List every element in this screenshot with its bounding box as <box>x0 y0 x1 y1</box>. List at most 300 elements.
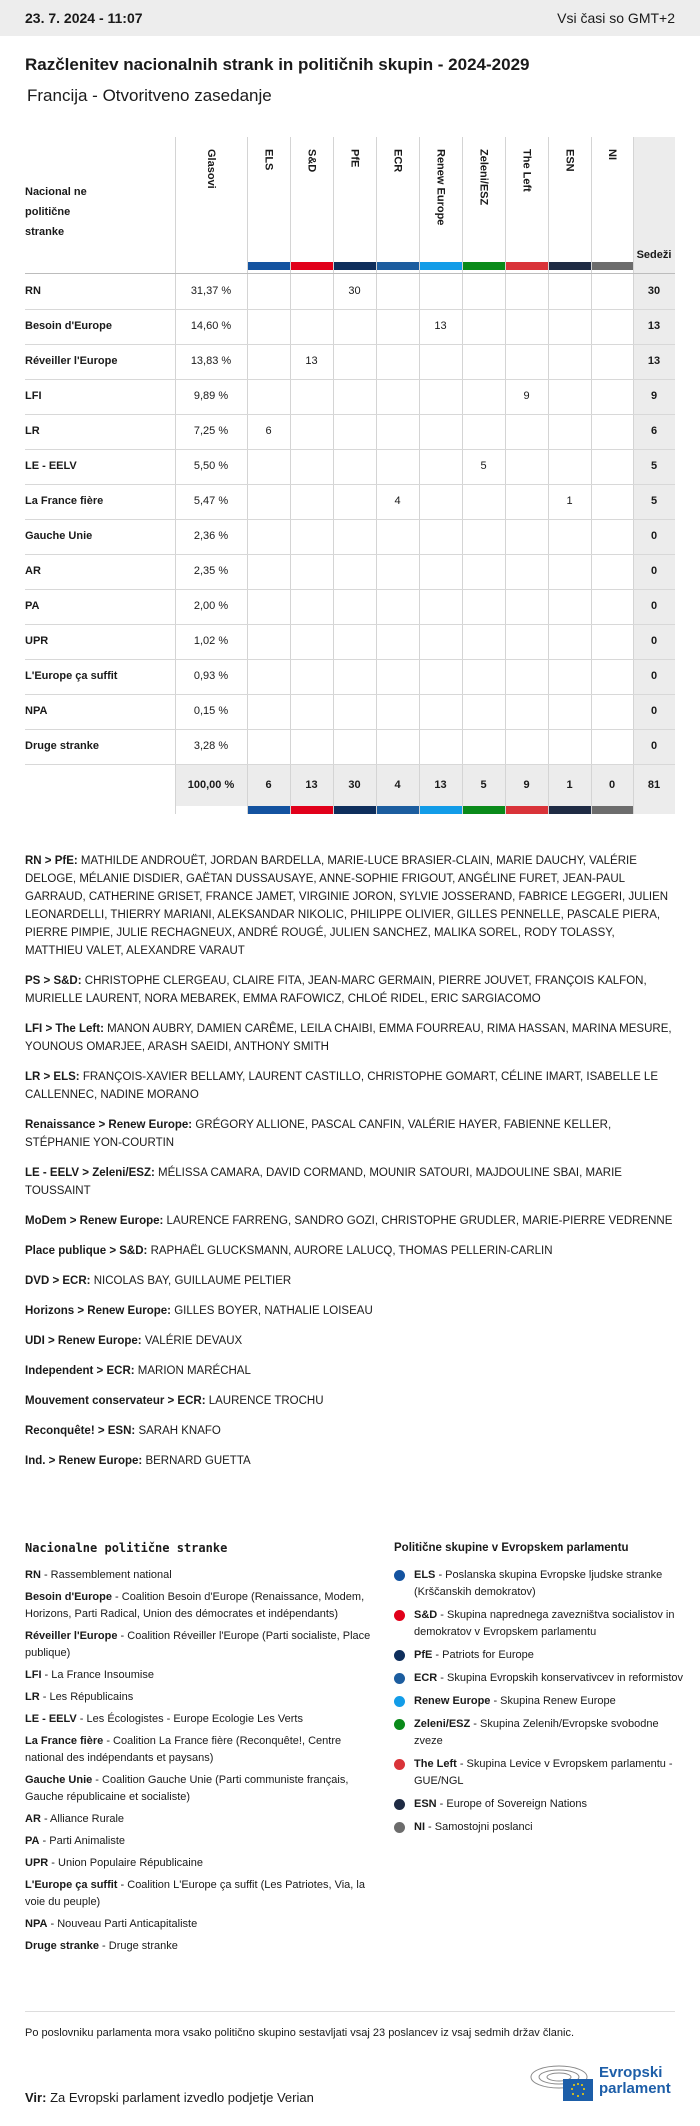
seat-cell <box>548 589 591 624</box>
seat-cell <box>333 659 376 694</box>
total-group-seats: 5 <box>480 779 487 791</box>
group-header-label: ELS <box>262 149 275 171</box>
group-color-bar <box>248 262 290 270</box>
group-color-bar <box>420 806 462 814</box>
seat-cell <box>333 379 376 414</box>
member-list-label: Place publique > S&D: <box>25 1245 151 1257</box>
group-abbr: The Left <box>414 1758 457 1770</box>
group-header-label: S&D <box>305 149 318 173</box>
party-full-name: - Union Populaire Républicaine <box>48 1857 203 1869</box>
group-color-dot <box>394 1610 405 1621</box>
seat-cell <box>505 694 548 729</box>
seat-cell <box>419 449 462 484</box>
party-full-name: - Rassemblement national <box>40 1569 172 1581</box>
group-color-dot <box>394 1759 405 1770</box>
group-color-bar <box>377 262 419 270</box>
seat-total: 5 <box>650 495 658 507</box>
seat-cell <box>376 589 419 624</box>
party-name: Réveiller l'Europe <box>25 355 118 367</box>
votes-header-label: Glasovi <box>205 149 217 189</box>
party-legend-item <box>25 1833 375 1850</box>
group-header <box>462 137 505 274</box>
member-list-entry <box>25 1272 675 1290</box>
member-names: SARAH KNAFO <box>138 1425 221 1437</box>
seat-cell <box>247 554 290 589</box>
seat-cell <box>247 344 290 379</box>
party-name: LR <box>25 425 40 437</box>
group-header <box>548 137 591 274</box>
seat-cell <box>376 729 419 764</box>
group-abbr: ESN <box>414 1798 437 1810</box>
table-row <box>25 414 675 450</box>
member-list-entry <box>25 852 675 960</box>
member-names: FRANÇOIS-XAVIER BELLAMY, LAURENT CASTILLO, CHRISTOPHE GOMART, CÉLINE IMART, ISABELLE LE CALLENNEC, NADINE MORANO <box>25 1071 658 1101</box>
seat-cell <box>376 449 419 484</box>
seat-cell <box>247 519 290 554</box>
total-group-seats: 0 <box>608 779 616 791</box>
member-list-label: Mouvement conservateur > ECR: <box>25 1395 209 1407</box>
group-abbr: Renew Europe <box>414 1695 491 1707</box>
party-abbr: LR <box>25 1691 40 1703</box>
member-list-entry <box>25 1332 675 1350</box>
group-color-bar <box>248 806 290 814</box>
seat-cell <box>376 274 419 309</box>
results-table <box>25 137 675 814</box>
seat-cell <box>548 554 591 589</box>
vote-share: 9,89 % <box>193 390 229 402</box>
party-name: AR <box>25 565 41 577</box>
seat-cell <box>505 309 548 344</box>
seat-cell <box>333 624 376 659</box>
seat-cell <box>591 449 633 484</box>
timezone-note: Vsi časi so GMT+2 <box>557 10 675 26</box>
member-list-label: DVD > ECR: <box>25 1275 94 1287</box>
seat-cell <box>462 624 505 659</box>
total-group-seats: 9 <box>523 779 530 791</box>
group-abbr: PfE <box>414 1649 433 1661</box>
seat-cell <box>462 694 505 729</box>
member-list-label: Ind. > Renew Europe: <box>25 1455 146 1467</box>
seat-cell <box>505 659 548 694</box>
group-color-bar <box>420 262 462 270</box>
seat-cell <box>247 484 290 519</box>
seat-cell <box>505 274 548 309</box>
seat-cell <box>419 379 462 414</box>
member-list-entry <box>25 1362 675 1380</box>
group-color-bar <box>549 262 591 270</box>
party-abbr: AR <box>25 1813 41 1825</box>
vote-share: 1,02 % <box>193 635 229 647</box>
seat-cell <box>247 659 290 694</box>
party-name: UPR <box>25 635 49 647</box>
group-legend-item <box>394 1567 684 1601</box>
seat-cell <box>290 414 333 449</box>
table-row <box>25 694 675 730</box>
seat-cell <box>247 449 290 484</box>
seat-cell <box>548 519 591 554</box>
seat-cell <box>247 694 290 729</box>
seat-cell <box>548 624 591 659</box>
seat-cell <box>419 694 462 729</box>
seat-cell <box>505 344 548 379</box>
seat-cell <box>419 554 462 589</box>
member-names: GILLES BOYER, NATHALIE LOISEAU <box>174 1305 373 1317</box>
seat-cell <box>505 484 548 519</box>
group-header-label: ESN <box>563 149 576 172</box>
seat-cell <box>290 519 333 554</box>
group-full-name: - Patriots for Europe <box>432 1649 534 1661</box>
vote-share: 13,83 % <box>190 355 232 367</box>
seat-cell <box>247 274 290 309</box>
seat-cell: 30 <box>348 285 361 297</box>
seat-cell <box>462 309 505 344</box>
group-color-bar <box>506 262 548 270</box>
footnote: Po poslovniku parlamenta mora vsako politično skupino sestavljati vsaj 23 poslancev iz vsaj sedmih držav članic. <box>25 2011 675 2039</box>
vote-share: 0,93 % <box>193 670 229 682</box>
seat-cell <box>333 344 376 379</box>
seat-cell <box>462 589 505 624</box>
seat-cell <box>462 554 505 589</box>
source-line <box>25 2090 314 2105</box>
party-column-header: Nacional ne politične stranke <box>25 186 87 238</box>
member-list-label: MoDem > Renew Europe: <box>25 1215 167 1227</box>
party-legend-item <box>25 1772 375 1806</box>
group-color-dot <box>394 1570 405 1581</box>
group-header <box>505 137 548 274</box>
party-full-name: - Parti Animaliste <box>39 1835 126 1847</box>
vote-share: 2,00 % <box>193 600 229 612</box>
vote-share: 7,25 % <box>193 425 229 437</box>
seat-cell: 4 <box>394 495 401 507</box>
party-full-name: - Coalition Réveiller l'Europe (Parti socialiste, Place publique) <box>25 1630 371 1659</box>
table-row <box>25 519 675 555</box>
group-color-dot <box>394 1719 405 1730</box>
seat-cell <box>376 309 419 344</box>
party-abbr: RN <box>25 1569 41 1581</box>
seat-cell <box>591 624 633 659</box>
party-legend-item <box>25 1711 375 1728</box>
party-abbr: La France fière <box>25 1735 104 1747</box>
vote-share: 2,36 % <box>193 530 229 542</box>
party-full-name: - Alliance Rurale <box>40 1813 125 1825</box>
party-abbr: LFI <box>25 1669 42 1681</box>
group-color-bar <box>334 262 376 270</box>
party-legend-item <box>25 1938 375 1955</box>
seat-total: 5 <box>650 460 658 472</box>
member-names: MATHILDE ANDROUËT, JORDAN BARDELLA, MARIE-LUCE BRASIER-CLAIN, MARIE DAUCHY, VALÉRIE DELOGE, MÉLANIE DISDIER, GAËTAN DUSSAUSAYE, ANNE-SOPHIE FRIGOUT, ANGÉLINE FURET, JEAN-PAUL GARRAUD, CATHERINE GRISET, FRANCE JAMET, VIRGINIE JORON, SYLVIE JOSSERAND, FABRICE LEGGERI, JULIEN LEONARDELLI, THIERRY MARIANI, ALEKSANDAR NIKOLIC, PHILIPPE OLIVIER, GILLES PENNELLE, PASCALE PIERA, PIERRE PIMPIE, JULIE RECHAGNEUX, ANDRÉ ROUGÉ, JULIEN SANCHEZ, MALIKA SOREL, RODY TOLASSY, MATTHIEU VALET, ALEXANDRE VARAUT <box>25 855 669 957</box>
group-legend-item <box>394 1607 684 1641</box>
seat-cell <box>591 554 633 589</box>
seat-cell <box>462 414 505 449</box>
seat-cell <box>333 484 376 519</box>
seat-cell <box>548 309 591 344</box>
vote-share: 31,37 % <box>190 285 232 297</box>
seat-cell <box>548 449 591 484</box>
party-name: Gauche Unie <box>25 530 93 542</box>
seat-cell: 5 <box>480 460 487 472</box>
seat-cell <box>591 379 633 414</box>
group-legend-item <box>394 1796 684 1813</box>
party-abbr: Réveiller l'Europe <box>25 1630 118 1642</box>
table-row <box>25 659 675 695</box>
seat-total: 13 <box>647 320 661 332</box>
group-color-bar <box>291 806 333 814</box>
seat-cell <box>591 659 633 694</box>
seat-cell <box>290 729 333 764</box>
seat-cell <box>591 519 633 554</box>
group-color-bar <box>506 806 548 814</box>
party-name: Besoin d'Europe <box>25 320 112 332</box>
party-legend-item <box>25 1628 375 1662</box>
total-seats: 81 <box>647 779 661 791</box>
group-color-dot <box>394 1822 405 1833</box>
party-full-name: - Les Républicains <box>39 1691 134 1703</box>
seat-total: 13 <box>647 355 661 367</box>
party-abbr: NPA <box>25 1918 48 1930</box>
seat-total: 0 <box>650 740 658 752</box>
group-full-name: - Skupina Zelenih/Evropske svobodne zveze <box>414 1718 659 1747</box>
seat-cell <box>290 449 333 484</box>
totals-row <box>25 764 675 806</box>
seat-cell <box>419 729 462 764</box>
member-list-entry <box>25 1242 675 1260</box>
group-header-label: Zeleni/ESZ <box>477 149 490 206</box>
seat-cell <box>505 624 548 659</box>
party-full-name: - Coalition La France fière (Reconquête!, Centre national des indépendants et paysans) <box>25 1735 342 1764</box>
seat-cell <box>376 414 419 449</box>
party-legend-item <box>25 1689 375 1706</box>
logo-line2: parlament <box>599 2080 671 2097</box>
total-group-seats: 4 <box>394 779 401 791</box>
party-name: NPA <box>25 705 48 717</box>
seat-cell <box>376 379 419 414</box>
party-full-name: - Coalition L'Europe ça suffit (Les Patriotes, Via, la voie du peuple) <box>25 1879 365 1908</box>
seat-total: 0 <box>650 600 658 612</box>
seat-cell <box>548 274 591 309</box>
group-legend-item <box>394 1693 684 1710</box>
member-list-entry <box>25 972 675 1008</box>
member-names: LAURENCE FARRENG, SANDRO GOZI, CHRISTOPHE GRUDLER, MARIE-PIERRE VEDRENNE <box>166 1215 673 1227</box>
seat-cell: 9 <box>523 390 530 402</box>
seat-cell <box>419 414 462 449</box>
seat-cell <box>247 729 290 764</box>
seat-cell <box>290 484 333 519</box>
seat-cell <box>591 344 633 379</box>
votes-header <box>175 137 247 274</box>
seat-cell <box>333 519 376 554</box>
seat-cell <box>505 729 548 764</box>
group-header-label: NI <box>606 149 618 160</box>
party-abbr: Besoin d'Europe <box>25 1591 112 1603</box>
seat-cell <box>462 729 505 764</box>
group-full-name: - Skupina Evropskih konservativcev in reformistov <box>437 1672 683 1684</box>
seat-cell: 13 <box>305 355 318 367</box>
group-abbr: Zeleni/ESZ <box>414 1718 471 1730</box>
group-header-label: The Left <box>520 149 533 192</box>
member-list-entry <box>25 1164 675 1200</box>
party-legend-item <box>25 1567 375 1584</box>
seat-cell <box>290 694 333 729</box>
group-color-bar <box>463 806 505 814</box>
seat-cell <box>419 519 462 554</box>
seat-cell <box>376 659 419 694</box>
seat-cell <box>462 659 505 694</box>
seat-cell <box>376 694 419 729</box>
party-full-name: - Les Écologistes - Europe Ecologie Les Verts <box>76 1713 303 1725</box>
seat-cell <box>591 589 633 624</box>
total-votes: 100,00 % <box>187 779 235 791</box>
ep-logo <box>529 2063 671 2103</box>
group-color-dot <box>394 1673 405 1684</box>
seat-cell <box>376 344 419 379</box>
table-row <box>25 274 675 310</box>
member-list-label: Independent > ECR: <box>25 1365 138 1377</box>
seat-total: 0 <box>650 565 658 577</box>
member-names: VALÉRIE DEVAUX <box>144 1335 243 1347</box>
seat-cell <box>548 414 591 449</box>
seat-cell <box>376 519 419 554</box>
vote-share: 2,35 % <box>193 565 229 577</box>
seat-cell <box>462 379 505 414</box>
group-abbr: NI <box>414 1821 425 1833</box>
total-group-seats: 13 <box>434 779 447 791</box>
member-names: CHRISTOPHE CLERGEAU, CLAIRE FITA, JEAN-MARC GERMAIN, PIERRE JOUVET, FRANÇOIS KALFON, MURIELLE LAURENT, NORA MEBAREK, EMMA RAFOWICZ, CHLOÉ RIDEL, ERIC SARGIACOMO <box>25 975 647 1005</box>
vote-share: 5,50 % <box>193 460 229 472</box>
group-header-label: ECR <box>391 149 404 173</box>
member-names: LAURENCE TROCHU <box>208 1395 324 1407</box>
seat-total: 6 <box>650 425 658 437</box>
group-header <box>591 137 633 274</box>
group-header-label: Renew Europe <box>434 149 447 226</box>
seat-total: 0 <box>650 530 658 542</box>
party-legend-item <box>25 1855 375 1872</box>
table-row <box>25 309 675 345</box>
seat-cell <box>419 589 462 624</box>
member-list-label: PS > S&D: <box>25 975 85 987</box>
seat-cell <box>290 589 333 624</box>
vote-share: 14,60 % <box>190 320 232 332</box>
party-legend-item <box>25 1733 375 1767</box>
group-color-dot <box>394 1650 405 1661</box>
party-name: PA <box>25 600 40 612</box>
seat-cell <box>290 624 333 659</box>
member-names: MANON AUBRY, DAMIEN CARÊME, LEILA CHAIBI, EMMA FOURREAU, RIMA HASSAN, MARINA MESURE, YOUNOUS OMARJEE, ARASH SAEIDI, ANTHONY SMITH <box>25 1023 672 1053</box>
seat-total: 0 <box>650 635 658 647</box>
seat-cell <box>548 694 591 729</box>
group-abbr: S&D <box>414 1609 438 1621</box>
table-row <box>25 344 675 380</box>
table-row <box>25 554 675 590</box>
member-list-entry <box>25 1116 675 1152</box>
seat-cell <box>591 729 633 764</box>
group-abbr: ELS <box>414 1569 436 1581</box>
seat-cell <box>419 274 462 309</box>
party-name: RN <box>25 285 41 297</box>
party-abbr: PA <box>25 1835 40 1847</box>
group-header <box>290 137 333 274</box>
party-full-name: - Coalition Gauche Unie (Parti communiste français, Gauche républicaine et socialiste) <box>25 1774 349 1803</box>
party-name: La France fière <box>25 495 104 507</box>
member-names: NICOLAS BAY, GUILLAUME PELTIER <box>93 1275 292 1287</box>
party-legend <box>25 1540 375 1960</box>
party-abbr: LE - EELV <box>25 1713 77 1725</box>
table-row <box>25 624 675 660</box>
group-legend-title: Politične skupine v Evropskem parlamentu <box>394 1542 629 1554</box>
seat-cell <box>548 729 591 764</box>
party-abbr: Gauche Unie <box>25 1774 93 1786</box>
seat-cell <box>462 519 505 554</box>
seat-cell <box>505 589 548 624</box>
vote-share: 5,47 % <box>193 495 229 507</box>
party-full-name: - Coalition Besoin d'Europe (Renaissance, Modem, Horizons, Parti Radical, Union des démocrates et indépendants) <box>25 1591 365 1620</box>
member-lists <box>25 852 675 1482</box>
seat-total: 9 <box>650 390 658 402</box>
party-name: LFI <box>25 390 42 402</box>
group-color-bar <box>592 262 633 270</box>
party-legend-item <box>25 1916 375 1933</box>
group-full-name: - Poslanska skupina Evropske ljudske stranke (Krščanskih demokratov) <box>414 1569 663 1598</box>
party-name: LE - EELV <box>25 460 77 472</box>
seat-cell <box>419 344 462 379</box>
member-names: MARION MARÉCHAL <box>137 1365 251 1377</box>
party-full-name: - Druge stranke <box>98 1940 178 1952</box>
party-full-name: - La France Insoumise <box>41 1669 154 1681</box>
group-color-bar <box>463 262 505 270</box>
seat-cell <box>419 659 462 694</box>
seat-cell <box>333 414 376 449</box>
seat-cell <box>333 554 376 589</box>
seat-cell <box>462 274 505 309</box>
seat-cell <box>505 554 548 589</box>
member-list-entry <box>25 1452 675 1470</box>
vote-share: 0,15 % <box>193 705 229 717</box>
group-full-name: - Skupina Renew Europe <box>490 1695 616 1707</box>
timestamp: 23. 7. 2024 - 11:07 <box>25 10 143 26</box>
group-legend-item <box>394 1716 684 1750</box>
party-abbr: UPR <box>25 1857 49 1869</box>
seat-cell <box>462 484 505 519</box>
seat-cell <box>333 694 376 729</box>
seat-cell <box>290 379 333 414</box>
seat-total: 30 <box>647 285 661 297</box>
seat-cell <box>290 554 333 589</box>
seat-cell <box>548 344 591 379</box>
total-group-seats: 30 <box>348 779 361 791</box>
member-list-label: LE - EELV > Zeleni/ESZ: <box>25 1167 159 1179</box>
group-full-name: - Samostojni poslanci <box>425 1821 533 1833</box>
member-list-entry <box>25 1020 675 1056</box>
group-legend-item <box>394 1756 684 1790</box>
seats-header: Sedeži <box>636 249 672 261</box>
seat-cell <box>290 309 333 344</box>
party-abbr: L'Europe ça suffit <box>25 1879 118 1891</box>
seat-total: 0 <box>650 705 658 717</box>
member-list-label: Renaissance > Renew Europe: <box>25 1119 196 1131</box>
total-group-seats: 13 <box>305 779 318 791</box>
party-abbr: Druge stranke <box>25 1940 99 1952</box>
party-legend-item <box>25 1667 375 1684</box>
member-list-label: UDI > Renew Europe: <box>25 1335 145 1347</box>
group-color-bar <box>592 806 633 814</box>
seat-cell <box>247 379 290 414</box>
group-header-label: PfE <box>348 149 361 168</box>
seat-cell <box>462 344 505 379</box>
group-header <box>376 137 419 274</box>
seat-cell <box>419 624 462 659</box>
seat-cell <box>591 274 633 309</box>
group-legend-item <box>394 1647 684 1664</box>
seat-cell <box>333 729 376 764</box>
